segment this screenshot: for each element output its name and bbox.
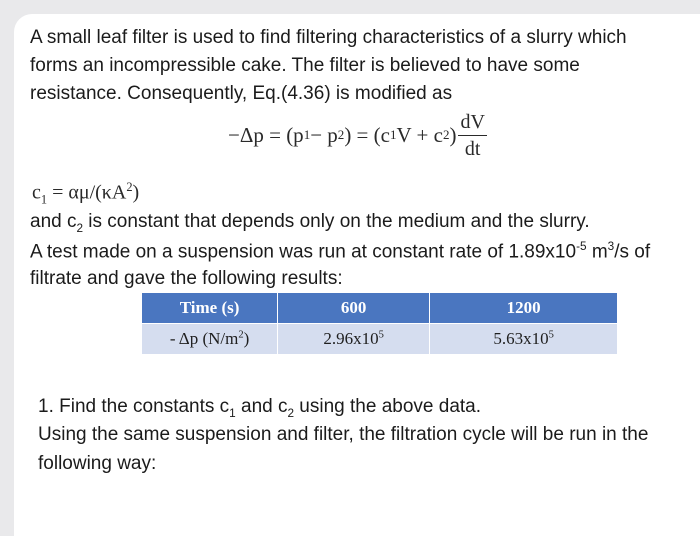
c1-definition: $c_1 = \alpha\mu/(\kappa A^2)$ [32, 180, 140, 207]
row-pressure-1200: $5.63x10^5$ [430, 324, 618, 355]
header-time-1200: 1200 [430, 293, 618, 324]
intro-line-2: forms an incompressible cake. The filter is believed to have some [30, 55, 580, 76]
table-row [142, 324, 618, 355]
intro-line-1: A small leaf filter is used to find filtering characteristics of a slurry which [30, 27, 627, 48]
question-1: 1. Find the constants $c_1$ and $c_2$ using the above data. [38, 396, 482, 420]
outro-line-1: Using the same suspension and filter, the filtration cycle will be run in the [38, 424, 649, 445]
dv-dt-fraction: $\frac{dV}{dt}$ [460, 110, 485, 160]
header-time-label: Time (s) [142, 293, 278, 324]
intro-line-3: resistance. Consequently, Eq.(4.36) is modified as [30, 83, 453, 104]
c2-description: and $c_2$ is constant that depends only on the medium and the slurry. [30, 211, 590, 235]
row-pressure-label: - Δp $(N/m^2)$ [142, 324, 278, 355]
results-table [142, 293, 618, 354]
filtration-equation: −Δp = (p 1 − p 2 ) = (c 1 V + c 2 ) $\frac{dV}{dt}$ [228, 110, 485, 160]
outro-line-2: following way: [38, 453, 157, 474]
results-intro: filtrate and gave the following results: [30, 268, 343, 289]
table-header-row [142, 293, 618, 324]
header-time-600: 600 [278, 293, 430, 324]
test-description: A test made on a suspension was run at constant rate of $1.89x10^{-5}$ $m^3/s$ of [30, 240, 651, 263]
row-pressure-600: $2.96x10^5$ [278, 324, 430, 355]
